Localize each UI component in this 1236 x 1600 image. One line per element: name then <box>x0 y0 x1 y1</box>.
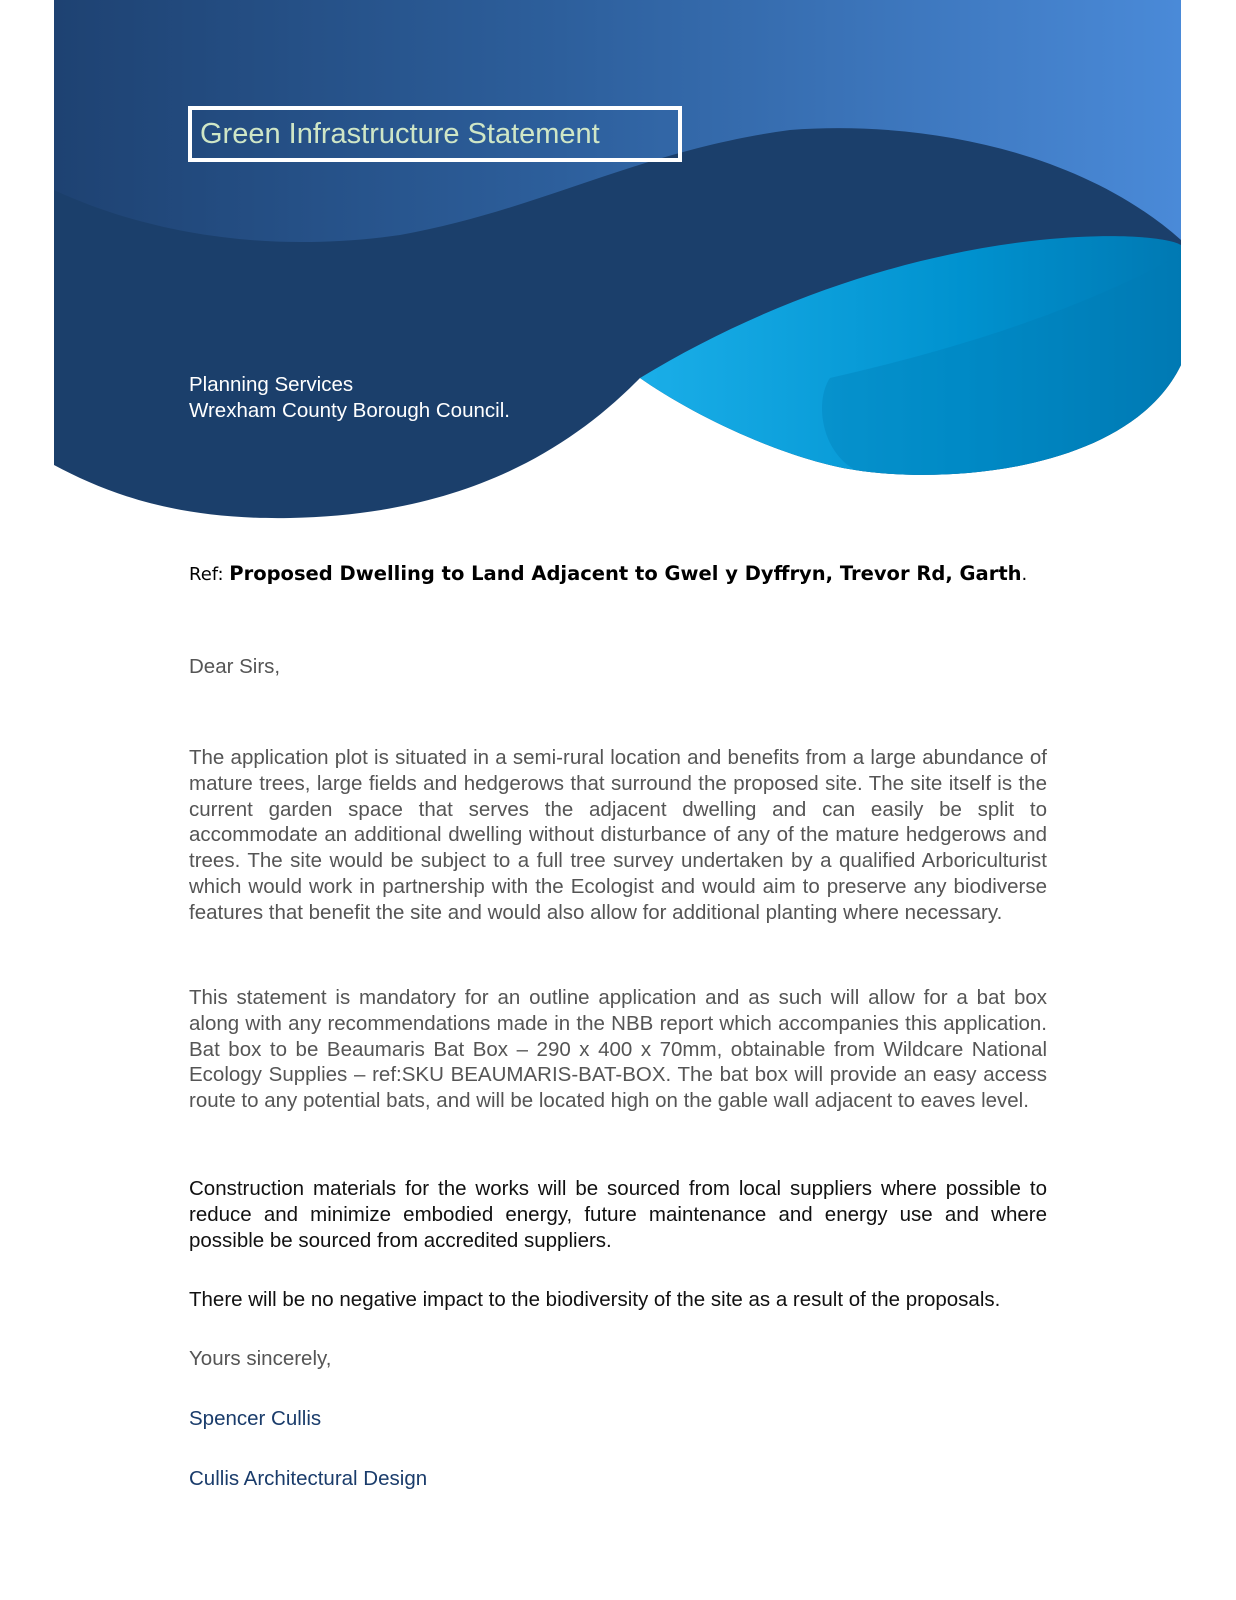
document-title: Green Infrastructure Statement <box>188 106 682 162</box>
body-paragraph: There will be no negative impact to the biodiversity of the site as a result of the proposals. <box>189 1288 1001 1311</box>
body-paragraph: The application plot is situated in a semi-rural location and benefits from a large abundance of mature trees, large fields and hedgerows that surround the proposed site. The site itself is the current garden space that serves the adjacent dwelling and can easily be split to accommodate an additional dwelling without disturbance of any of the mature hedgerows and trees. The site would be subject to a full tree survey undertaken by a qualified Arboriculturist which would work in partnership with the Ecologist and would aim to preserve any biodiverse features that benefit the site and would also allow for additional planting where necessary. <box>189 746 1047 924</box>
closing: Yours sincerely, <box>189 1347 332 1370</box>
ref-period: . <box>1021 564 1028 585</box>
company-name: Cullis Architectural Design <box>189 1467 428 1490</box>
addressee-line: Planning Services <box>189 373 354 396</box>
addressee-line: Wrexham County Borough Council. <box>189 399 510 422</box>
signatory-name: Spencer Cullis <box>189 1407 322 1430</box>
ref-subject: Proposed Dwelling to Land Adjacent to Gwel y Dyffryn, Trevor Rd, Garth <box>229 562 1022 585</box>
salutation: Dear Sirs, <box>189 655 281 678</box>
header-banner-graphic <box>0 0 1236 540</box>
ref-label: Ref: <box>189 564 224 585</box>
body-paragraph: Construction materials for the works will be sourced from local suppliers where possible to reduce and minimize embodied energy, future maintenance and energy use and where possible be sourced from accredited suppliers. <box>189 1177 1047 1252</box>
body-paragraph: This statement is mandatory for an outline application and as such will allow for a bat box along with any recommendations made in the NBB report which accompanies this application. Bat box to be Beaumaris Bat Box – 290 x 400 x 70mm, obtainable from Wildcare National Ecology Supplies – ref:SKU BEAUMARIS-BAT-BOX. The bat box will provide an easy access route to any potential bats, and will be located high on the gable wall adjacent to eaves level. <box>189 986 1047 1113</box>
reference-line <box>189 562 1049 585</box>
addressee-block <box>189 372 510 424</box>
